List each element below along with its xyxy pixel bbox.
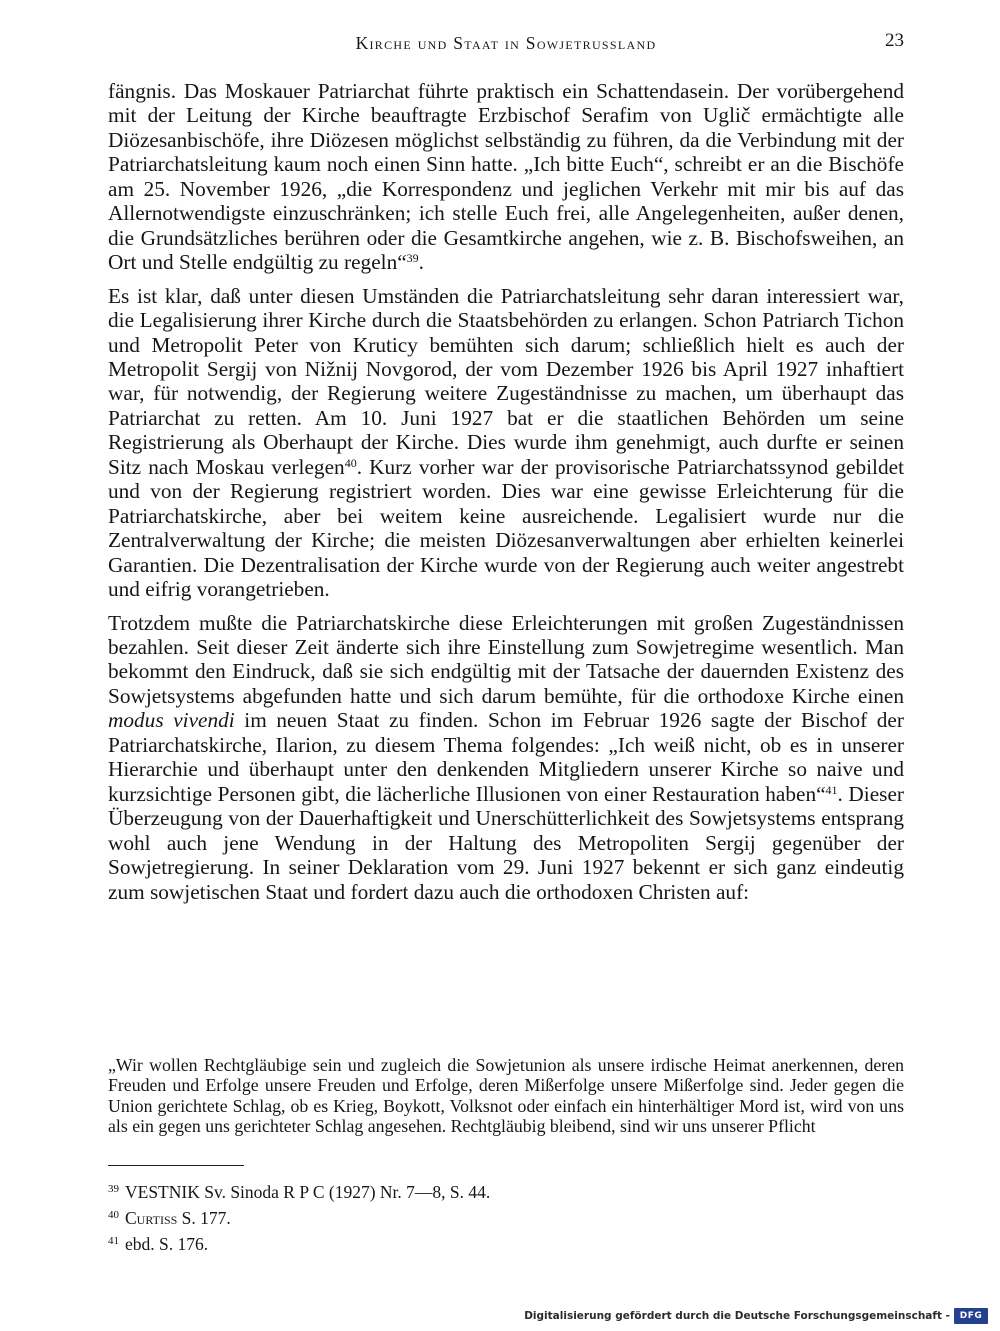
paragraph-2 xyxy=(108,284,904,602)
footnote-divider xyxy=(108,1165,244,1166)
footnote-author: Curtiss xyxy=(125,1208,178,1228)
footnote-41 xyxy=(108,1231,904,1257)
paragraph-3-text-a: Trotzdem mußte die Patriarchatskirche diese Erleichterungen mit großen Zugeständnissen bezahlen. Seit dieser Zeit änderte sich ihre Einstellung zum Sowjetregime wesentlich. Man bekommt den Eindruck, daß sie sich endgültig mit der Tatsache der dauernden Existenz des Sowjetsystems abgefunden hatte und sich darum bemühte, für die orthodoxe Kirche einen xyxy=(108,610,904,708)
paragraph-1 xyxy=(108,79,904,275)
paragraph-1-text: fängnis. Das Moskauer Patriarchat führte praktisch ein Schattendasein. Der vorübergehend mit der Leitung der Kirche beauftragte Erzbischof Serafim von Uglič ermächtigte alle Diözesanbischöfe, ihre Diözesen möglichst selbständig zu führen, da die Verbindung mit der Patriarchatsleitung kaum noch einen Sinn hatte. „Ich bitte Euch“, schreibt er an die Bischöfe am 25. November 1926, „die Korrespondenz und jeglichen Verkehr mit mir bis auf das Allernotwendigste einzuschränken; ich stelle Euch frei, alle Angelegenheiten, außer denen, die Grundsätzliches berühren oder die Gesamtkirche angehen, wie z. B. Bischofsweihen, an Ort und Stelle endgültig zu regeln“ xyxy=(108,79,904,275)
paragraph-2-text-a: Es ist klar, daß unter diesen Umständen die Patriarchatsleitung sehr daran interessiert war, die Legalisierung ihrer Kirche durch die Staatsbehörden zu erlangen. Schon Patriarch Tichon und Metropolit Peter von Kruticy bemühten sich darum; schließlich hielt es auch der Metropolit Sergij von Nižnij Novgorod, der vom Dezember 1926 bis April 1927 inhaftiert war, für notwendig, der Regierung weitere Zugeständnisse zu machen, um überhaupt das Patriarchat zu retten. Am 10. Juni 1927 bat er die staatlichen Behörden um seine Registrierung als Oberhaupt der Kirche. Dies wurde ihm genehmigt, auch durfte er seinen Sitz nach Moskau verlegen xyxy=(108,283,904,479)
footnote-number: 41 xyxy=(108,1235,119,1247)
running-title: Kirche und Staat in Sowjetrussland xyxy=(355,33,657,53)
paragraph-3-text-b: im neuen Staat zu finden. Schon im Februar 1926 sagte der Bischof der Patriarchatskirche, Ilarion, zu diesem Thema folgendes: „Ich weiß nicht, ob es in unserer Hierarchie und überhaupt unter den denkenden Mitgliedern unserer Kirche so naive und kurzsichtige Personen gibt, die lächerliche Illusionen von einer Restauration haben“ xyxy=(108,708,904,806)
paragraph-3-text-c: . Dieser Überzeugung von der Dauerhaftigkeit und Unerschütterlichkeit des Sowjetsystems entsprang wohl auch jene Wendung in der Haltung des Metropoliten Sergij gegenüber der Sowjetregierung. In seiner Deklaration vom 29. Juni 1927 bekennt er sich ganz eindeutig zum sowjetischen Staat und fordert dazu auch die orthodoxen Christen auf: xyxy=(108,781,904,904)
digitization-credit xyxy=(524,1307,988,1325)
footnote-ref-41: 41 xyxy=(825,782,838,797)
paragraph-3-italic: modus vivendi xyxy=(108,708,235,733)
footnotes xyxy=(108,1179,904,1257)
paragraph-1-tail: . xyxy=(418,250,424,275)
footnote-number: 40 xyxy=(108,1209,119,1221)
dfg-logo: DFG xyxy=(954,1308,988,1324)
paragraph-3 xyxy=(108,611,904,904)
block-quote: „Wir wollen Rechtgläubige sein und zugleich die Sowjetunion als unsere irdische Heimat anerkennen, deren Freuden und Erfolge unsere Freuden und Erfolge, deren Mißerfolge unsere Mißerfolge sind. Jeder gegen die Union gerichtete Schlag, ob es Krieg, Boykott, Volksnot oder einfach ein hinterhältiger Mord ist, wird von uns als ein gegen uns gerichteter Schlag angesehen. Rechtgläubig bleibend, sind wir uns unserer Pflicht xyxy=(108,1055,904,1136)
footnote-text: S. 177. xyxy=(177,1208,231,1228)
page-header xyxy=(108,30,904,57)
body-text xyxy=(108,79,904,904)
footnote-text: ebd. S. 176. xyxy=(125,1234,209,1254)
footnote-ref-40: 40 xyxy=(344,455,357,470)
footnote-40 xyxy=(108,1205,904,1231)
credit-text: Digitalisierung gefördert durch die Deutsche Forschungsgemeinschaft - xyxy=(524,1310,950,1322)
footnote-ref-39: 39 xyxy=(406,251,419,266)
paragraph-2-text-b: . Kurz vorher war der provisorische Patriarchatssynod gebildet und von der Regierung registriert worden. Dies war eine gewisse Erleichterung für die Patriarchatskirche, aber bei weitem keine ausreichende. Legalisiert wurde nur die Zentralverwaltung der Kirche; die meisten Diözesanverwaltungen aber erhielten keinerlei Garantien. Die Dezentralisation der Kirche wurde von der Regierung auch weiter angestrebt und eifrig vorangetrieben. xyxy=(108,454,904,602)
page-number: 23 xyxy=(885,30,904,51)
footnote-number: 39 xyxy=(108,1183,119,1195)
footnote-39 xyxy=(108,1179,904,1205)
footnote-text: VESTNIK Sv. Sinoda R P C (1927) Nr. 7—8, S. 44. xyxy=(125,1182,491,1202)
